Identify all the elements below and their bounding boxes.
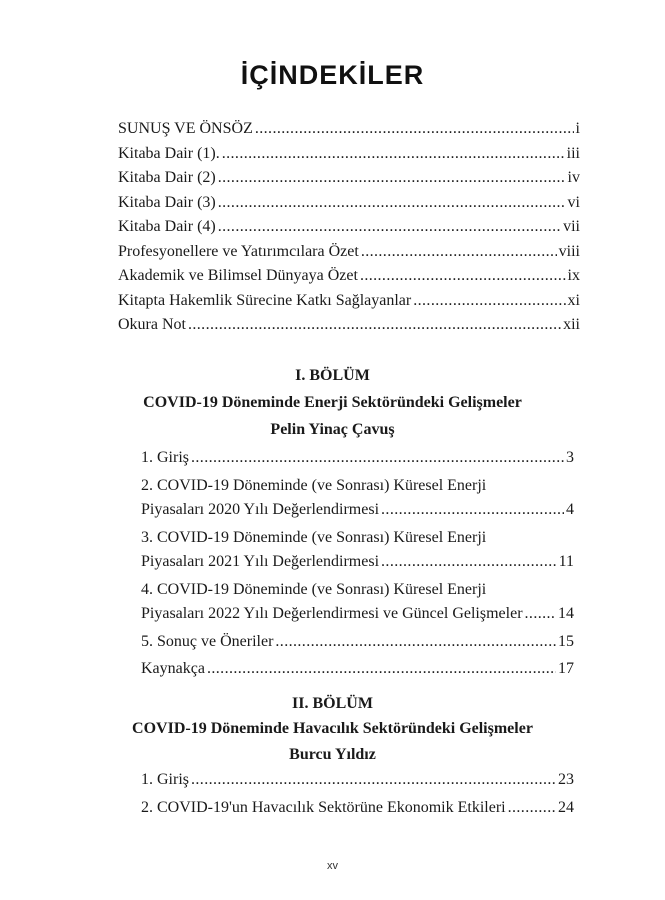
dot-leader xyxy=(207,657,556,682)
section-2-heading: COVID-19 Döneminde Havacılık Sektöründeki Gelişmeler xyxy=(132,720,533,737)
dot-leader xyxy=(525,602,556,627)
section-2-part: II. BÖLÜM xyxy=(292,695,373,712)
toc-entry-page: 14 xyxy=(558,605,574,622)
toc-entry-title: Kitaba Dair (4) xyxy=(118,218,216,235)
section-1-heading: COVID-19 Döneminde Enerji Sektöründeki Gelişmeler xyxy=(143,394,522,411)
toc-entry[interactable] xyxy=(141,630,574,655)
toc-entry-page: xi xyxy=(567,291,580,309)
dot-leader xyxy=(381,498,564,523)
toc-entry-page: iii xyxy=(566,144,580,162)
toc-entry-page: 15 xyxy=(558,632,574,650)
toc-entry-title: Kitaba Dair (1). xyxy=(118,144,220,162)
toc-entry-title: 5. Sonuç ve Öneriler xyxy=(141,632,274,650)
toc-entry-title: Piyasaları 2021 Yılı Değerlendirmesi xyxy=(141,553,380,570)
toc-entry[interactable] xyxy=(141,578,574,627)
toc-entry-page: i xyxy=(575,120,580,137)
dot-leader xyxy=(188,313,561,338)
toc-entry[interactable] xyxy=(141,768,574,793)
dot-leader xyxy=(191,768,556,793)
toc-entry[interactable] xyxy=(141,796,574,821)
section-1-author: Pelin Yinaç Çavuş xyxy=(270,421,395,438)
toc-entry[interactable] xyxy=(118,166,580,191)
toc-entry[interactable] xyxy=(118,289,580,314)
toc-entry-title-line: 3. COVID-19 Döneminde (ve Sonrası) Küresel Enerji xyxy=(141,528,487,546)
toc-entry[interactable] xyxy=(141,474,574,523)
toc-entry-title: 2. COVID-19'un Havacılık Sektörüne Ekonomik Etkileri xyxy=(141,798,506,816)
toc-entry-title-line: 4. COVID-19 Döneminde (ve Sonrası) Küresel Enerji xyxy=(141,580,487,598)
section-1-part: I. BÖLÜM xyxy=(295,367,370,384)
dot-leader xyxy=(381,550,557,575)
dot-leader xyxy=(191,446,564,471)
toc-entry[interactable] xyxy=(118,191,580,216)
toc-entry[interactable] xyxy=(118,313,580,338)
dot-leader xyxy=(361,240,557,265)
page-title: İÇİNDEKİLER xyxy=(240,60,425,90)
toc-entry-page: 23 xyxy=(558,771,574,788)
toc-entry-page: 4 xyxy=(566,501,574,518)
toc-entry-title-line: 2. COVID-19 Döneminde (ve Sonrası) Küresel Enerji xyxy=(141,476,487,494)
toc-entry-page: viii xyxy=(558,242,580,260)
toc-entry[interactable] xyxy=(118,215,580,240)
page-number: xv xyxy=(327,860,338,872)
toc-entry-title: Akademik ve Bilimsel Dünyaya Özet xyxy=(118,267,358,284)
toc-entry[interactable] xyxy=(141,657,574,682)
toc-entry-title: 1. Giriş xyxy=(141,449,189,466)
toc-entry-title: Okura Not xyxy=(118,316,186,333)
toc-entry-page: 17 xyxy=(558,660,574,677)
section-1-entries xyxy=(141,446,574,685)
dot-leader xyxy=(360,264,566,289)
toc-entry-title: 1. Giriş xyxy=(141,771,189,788)
dot-leader xyxy=(222,142,565,167)
toc-entry[interactable] xyxy=(118,264,580,289)
dot-leader xyxy=(218,191,566,216)
dot-leader xyxy=(275,630,556,655)
toc-entry-title: Kitapta Hakemlik Sürecine Katkı Sağlayanlar xyxy=(118,291,412,309)
toc-entry-page: 24 xyxy=(558,798,574,816)
toc-entry[interactable] xyxy=(141,526,574,575)
toc-entry-page: ix xyxy=(567,267,580,284)
toc-entry-page: vi xyxy=(567,193,580,211)
section-2-author: Burcu Yıldız xyxy=(289,746,376,763)
toc-entry-title: SUNUŞ VE ÖNSÖZ xyxy=(118,120,253,137)
toc-entry-title: Piyasaları 2022 Yılı Değerlendirmesi ve Güncel Gelişmeler xyxy=(141,605,523,622)
toc-entry[interactable] xyxy=(141,446,574,471)
dot-leader xyxy=(218,215,561,240)
toc-entry-title: Kitaba Dair (2) xyxy=(118,169,216,186)
dot-leader xyxy=(218,166,566,191)
toc-entry[interactable] xyxy=(118,142,580,167)
toc-entry-page: vii xyxy=(563,218,580,235)
front-matter-list xyxy=(118,117,580,338)
dot-leader xyxy=(413,289,565,314)
toc-entry-title: Profesyonellere ve Yatırımcılara Özet xyxy=(118,242,359,260)
toc-entry-page: xii xyxy=(563,316,580,333)
toc-entry-page: 3 xyxy=(566,449,574,466)
toc-entry-page: iv xyxy=(567,169,580,186)
toc-entry-title: Kaynakça xyxy=(141,660,205,677)
toc-entry[interactable] xyxy=(118,117,580,142)
section-2-entries xyxy=(141,768,574,823)
dot-leader xyxy=(508,796,556,821)
toc-entry[interactable] xyxy=(118,240,580,265)
toc-entry-title: Kitaba Dair (3) xyxy=(118,193,216,211)
toc-entry-page: 11 xyxy=(558,553,574,570)
toc-entry-title: Piyasaları 2020 Yılı Değerlendirmesi xyxy=(141,501,380,518)
dot-leader xyxy=(255,117,574,142)
